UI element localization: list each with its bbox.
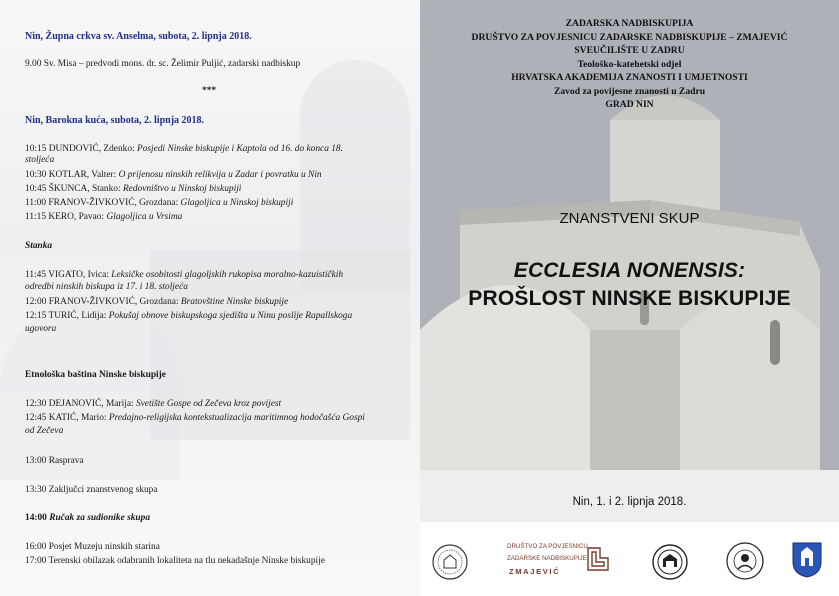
place-and-date: Nin, 1. i 2. lipnja 2018. [572, 496, 687, 508]
society-logo-line1: DRUŠTVO ZA POVJESNICU [507, 543, 588, 550]
venue-heading-church: Nin, Župna crkva sv. Anselma, subota, 2. lipnja 2018. [25, 31, 252, 42]
talk-line: 11:15 KERO, Pavao: Glagoljica u Vrsima [25, 212, 183, 222]
university-seal-icon [652, 544, 688, 580]
organizer-line: Zavod za povijesne znanosti u Zadru [553, 85, 706, 97]
lunch-line: 14:00 Ručak za sudionike skupa [25, 513, 151, 523]
event-type: ZNANSTVENI SKUP [559, 210, 700, 227]
talk-line: 10:45 ŠKUNCA, Stanko: Redovništvo u Ninskoj biskupiji [25, 184, 242, 194]
logo-strip [420, 522, 839, 596]
academy-seal-icon [726, 542, 764, 580]
organizer-line: SVEUČILIŠTE U ZADRU [574, 45, 685, 56]
organizer-line: GRAD NIN [605, 99, 654, 110]
talk-line: 12:00 FRANOV-ŽIVKOVIĆ, Grozdana: Bratovštine Ninske biskupije [25, 297, 289, 307]
talk-line: 12:30 DEJANOVIĆ, Marija: Svetište Gospe od Zečeva kroz povijest [25, 399, 282, 409]
talk-line: odredbi ninskih biskupa iz 17. i 18. stoljeća [25, 282, 188, 292]
talk-line: 11:00 FRANOV-ŽIVKOVIĆ, Grozdana: Glagoljica u Ninskoj biskupiji [25, 198, 294, 208]
talk-line: ugovora [25, 324, 57, 334]
conclusions-line: 13:30 Zaključci znanstvenog skupa [25, 485, 158, 495]
society-logo-icon [586, 546, 610, 572]
society-logo-line2: ZADARSKE NADBISKUPIJE [507, 555, 587, 562]
venue-heading-baroque-house: Nin, Barokna kuća, subota, 2. lipnja 2018. [25, 115, 205, 126]
talk-line: stoljeća [25, 155, 55, 165]
organizer-line: ZADARSKA NADBISKUPIJA [565, 18, 694, 29]
talk-line: 10:15 DUNDOVIĆ, Zdenko: Posjedi Ninske biskupije i Kaptola od 16. do konca 18. [25, 144, 343, 154]
event-title-line2: PROŠLOST NINSKE BISKUPIJE [468, 287, 791, 310]
town-crest-icon [792, 542, 822, 578]
mass-line: 9.00 Sv. Misa – predvodi mons. dr. sc. Želimir Puljić, zadarski nadbiskup [25, 59, 301, 69]
talk-line: 11:45 VIGATO, Ivica: Leksičke osobitosti glagoljskih rukopisa moralno-kazuističkih [25, 270, 344, 280]
organizer-line: DRUŠTVO ZA POVJESNICU ZADARSKE NADBISKUPIJE – ZMAJEVIĆ [471, 31, 788, 43]
organizer-line: HRVATSKA AKADEMIJA ZNANOSTI I UMJETNOSTI [511, 72, 748, 83]
talk-line: 10:30 KOTLAR, Valter: O prijenosu ninskih relikvija u Zadar i povratku u Nin [25, 170, 322, 180]
break-label: Stanka [25, 241, 53, 251]
event-title-line1: ECCLESIA NONENSIS: [513, 259, 746, 282]
talk-line: 12:15 TURIĆ, Lidija: Pokušaj obnove biskupskoga sjedišta u Ninu poslije Rapallskoga [25, 311, 353, 321]
separator: *** [202, 86, 217, 96]
cover-page [420, 0, 839, 596]
archdiocese-seal-icon [432, 544, 468, 580]
society-logo-line3: ZMAJEVIĆ [509, 567, 561, 576]
organizer-line: Teološko-katehetski odjel [577, 58, 682, 70]
discussion-line: 13:00 Rasprava [25, 456, 84, 466]
talk-line: 12:45 KATIĆ, Mario: Predajno-religijska kontekstualizacija maritimnog hodočašća Gospi [25, 413, 365, 423]
section-heading-ethnology: Etnološka baština Ninske biskupije [25, 370, 166, 380]
museum-visit-line: 16:00 Posjet Muzeju ninskih starina [25, 542, 160, 552]
talk-line: od Zečeva [25, 426, 64, 436]
field-trip-line: 17:00 Terenski obilazak odabranih lokaliteta na tlu nekadašnje Ninske biskupije [25, 556, 325, 566]
organizers-list [420, 17, 839, 112]
